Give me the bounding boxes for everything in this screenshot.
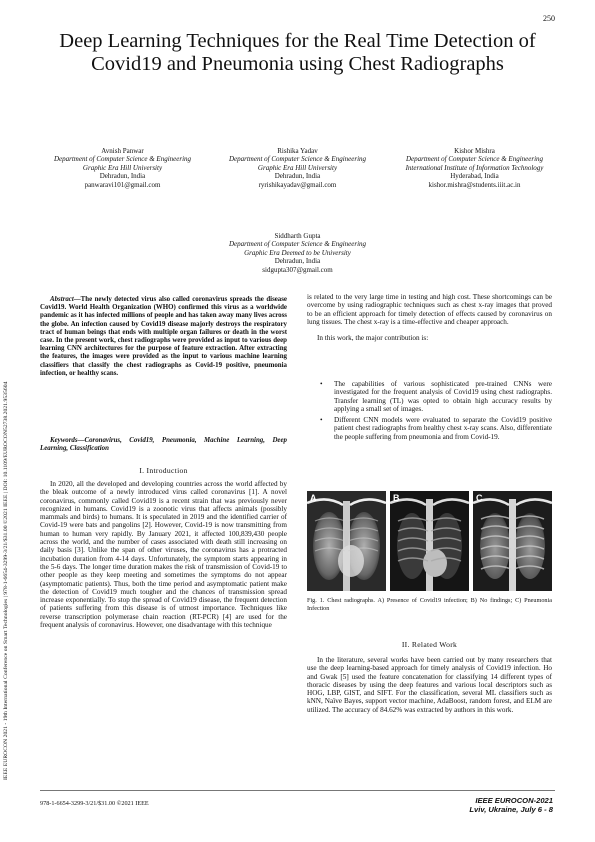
panel-label-c: C — [476, 493, 483, 503]
paragraph: In this work, the major contribution is: — [317, 334, 429, 343]
figure-chest-radiographs — [307, 491, 552, 591]
author-block-4 — [190, 232, 405, 274]
keywords-label: Keywords — [50, 437, 78, 444]
list-item-text: The capabilities of various sophisticated pre-trained CNNs were investigated for the frequent analysis of Covid19 using chest radiographs. Transfer learning (TL) was opted to obtain high accuracy results by applying a small set of images. — [334, 380, 552, 413]
panel-label-b: B — [393, 493, 400, 503]
conference-location: Lviv, Ukraine, July 6 - 8 — [469, 805, 553, 814]
author-org: Graphic Era Hill University — [82, 163, 163, 172]
figure-caption: Fig. 1. Chest radiographs. A) Presence of Covid19 infection; B) No findings; C) Pneumonia Infection — [307, 597, 552, 612]
author-name: Avnish Panwar — [101, 147, 144, 155]
author-block-1 — [40, 147, 205, 189]
xray-image-a — [307, 491, 386, 591]
introduction-body — [40, 480, 287, 629]
author-dept: Department of Computer Science & Engineering — [405, 155, 544, 164]
footer-copyright: 978-1-6654-3299-3/21/$31.00 ©2021 IEEE — [40, 800, 149, 807]
keywords — [40, 437, 287, 453]
panel-label-a: A — [310, 493, 317, 503]
author-block-3 — [392, 147, 557, 189]
bullet-icon: • — [320, 380, 323, 388]
right-column-intro-continued — [307, 293, 552, 342]
footer-divider — [40, 790, 555, 791]
section-heading-related-work: II. Related Work — [401, 640, 458, 649]
xray-panel-c — [473, 491, 552, 591]
author-email: ryrishikayadav@gmail.com — [258, 180, 337, 189]
sidebar-doi-strip — [0, 140, 11, 780]
xray-image-b — [390, 491, 469, 591]
bullet-icon: • — [320, 416, 323, 425]
author-name: Kishor Mishra — [454, 147, 495, 155]
author-name: Siddharth Gupta — [274, 232, 321, 240]
abstract-label: Abstract — [50, 296, 74, 303]
paragraph: In 2020, all the developed and developing countries across the world affected by the bleak outcome of a newly introduced virus called coronavirus [1]. A novel coronavirus, commonly called Covid19 is a recent strain that was previously never recognized in humans. Covid19 is a zoonotic virus that affects animals (possibly mammals and birds) to humans. It is speculated in 2019 and the identified carrier of Covid-19 were bats and pangolins [2]. However, Covid-19 is now transmitting from human to human very rapidly. By January 2021, it affected 100,839,430 people across the world, and the number of cases associated with death still increasing on daily basis [3]. Unlike the span of other viruses, the coronavirus has a protracted incubation duration from 4-14 days. Unfortunately, the symptom starts appearing in the 5-6 days. The longer time duration makes the risk of transmission of Covid-19 to other people as they keep meeting and sometimes the symptoms do not appear (asymptomatic patients). Thus, both the time period and asymptomatic patient make the detection of Covid19 much tougher and the chances of transmission spread increase exponentially. To stop the spread of Covid19 disease, the frequent detection of patients suffering from this disease is of utmost importance. Techniques like reverse transcription polymerase chain reaction (RT-PCR) [4] are used for the frequent analysis of coronavirus. However, one disadvantage with this technique — [40, 480, 287, 630]
list-item — [318, 416, 552, 441]
author-dept: Department of Computer Science & Engineering — [53, 155, 192, 164]
author-city: Dehradun, India — [274, 172, 321, 181]
contribution-list — [318, 380, 552, 444]
paragraph: In the literature, several works have been carried out by many researchers that use the deep learning-based approach for timely analysis of Covid19 infection. Ho and Gwak [5] used the feature concatenation for classifying 14 different types of thoracic diseases by using the deep features and various local descriptors such as HOG, LBP, GIST, and SIFT. For the classification, several ML classifiers such as kNN, Naïve Bayes, support vector machine, AdaBoost, random forest, and ELM are utilized. The accuracy of 84.62% was extracted by authors in this work. — [307, 656, 552, 714]
author-city: Hyderabad, India — [450, 172, 499, 181]
author-email: sidgupta307@gmail.com — [262, 265, 333, 274]
section-heading-introduction: I. Introduction — [139, 466, 188, 475]
author-org: Graphic Era Hill University — [257, 163, 338, 172]
abstract-text: —The newly detected virus also called coronavirus spreads the disease Covid19. World Health Organization (WHO) confirmed this virus as a worldwide pandemic as it has infected millions of people and has taken away many lives across the globe. An infection caused by Covid19 disease majorly destroys the respiratory tract of human beings that ends with multiple organ failures or death in the worst case. In the present work, chest radiographs were provided as input to various deep learning CNN architectures for the purpose of feature extraction. After extracting the features, the images were provided as the input to various machine learning classifiers that classify the chest radiographs as Covid-19 positive, pneumonia infection, or healthy scans. — [40, 296, 287, 377]
paper-title: Deep Learning Techniques for the Real Time Detection of Covid19 and Pneumonia using Chest Radiographs — [59, 30, 536, 75]
xray-panel-b — [390, 491, 469, 591]
author-dept: Department of Computer Science & Engineering — [228, 155, 367, 164]
keywords-text: —Coronavirus, Covid19, Pneumonia, Machine Learning, Deep Learning, Classification — [40, 437, 287, 453]
author-city: Dehradun, India — [274, 257, 321, 266]
abstract — [40, 296, 287, 378]
paragraph: is related to the very large time in testing and high cost. These shortcomings can be overcome by using radiographic techniques such as chest x-ray images that proved to be an efficient approach for timely detection of effects caused by coronavirus on lung tissues. The chest x-ray is a time-effective and cheaper approach. — [307, 293, 552, 326]
list-item — [318, 380, 552, 413]
footer-conference — [469, 796, 553, 814]
related-work-body — [307, 656, 552, 714]
author-block-2 — [215, 147, 380, 189]
author-name: Rishika Yadav — [277, 147, 318, 155]
list-item-text: Different CNN models were evaluated to separate the Covid19 positive patient chest radiographs from healthy chest x-ray scans. Also, differentiate the people suffering from pneumonia and from Covid-19. — [334, 416, 552, 441]
author-email: kishor.mishra@students.iiit.ac.in — [428, 180, 521, 189]
author-org: International Institute of Information Technology — [405, 163, 544, 172]
author-email: panwaravi101@gmail.com — [84, 180, 161, 189]
author-city: Dehradun, India — [99, 172, 146, 181]
page-number: 250 — [543, 14, 555, 23]
author-org: Graphic Era Deemed to be University — [244, 248, 351, 257]
conference-name: IEEE EUROCON-2021 — [475, 796, 553, 805]
xray-panel-a — [307, 491, 386, 591]
sidebar-text: IEEE EUROCON 2021 - 19th International Conference on Smart Technologies | 978-1-6654-3299-3/21/$31.00 ©2021 IEEE | DOI: 10.1109/EUROCON52738.2021.9535604 — [3, 381, 9, 780]
author-dept: Department of Computer Science & Engineering — [228, 240, 367, 249]
xray-image-c — [473, 491, 552, 591]
